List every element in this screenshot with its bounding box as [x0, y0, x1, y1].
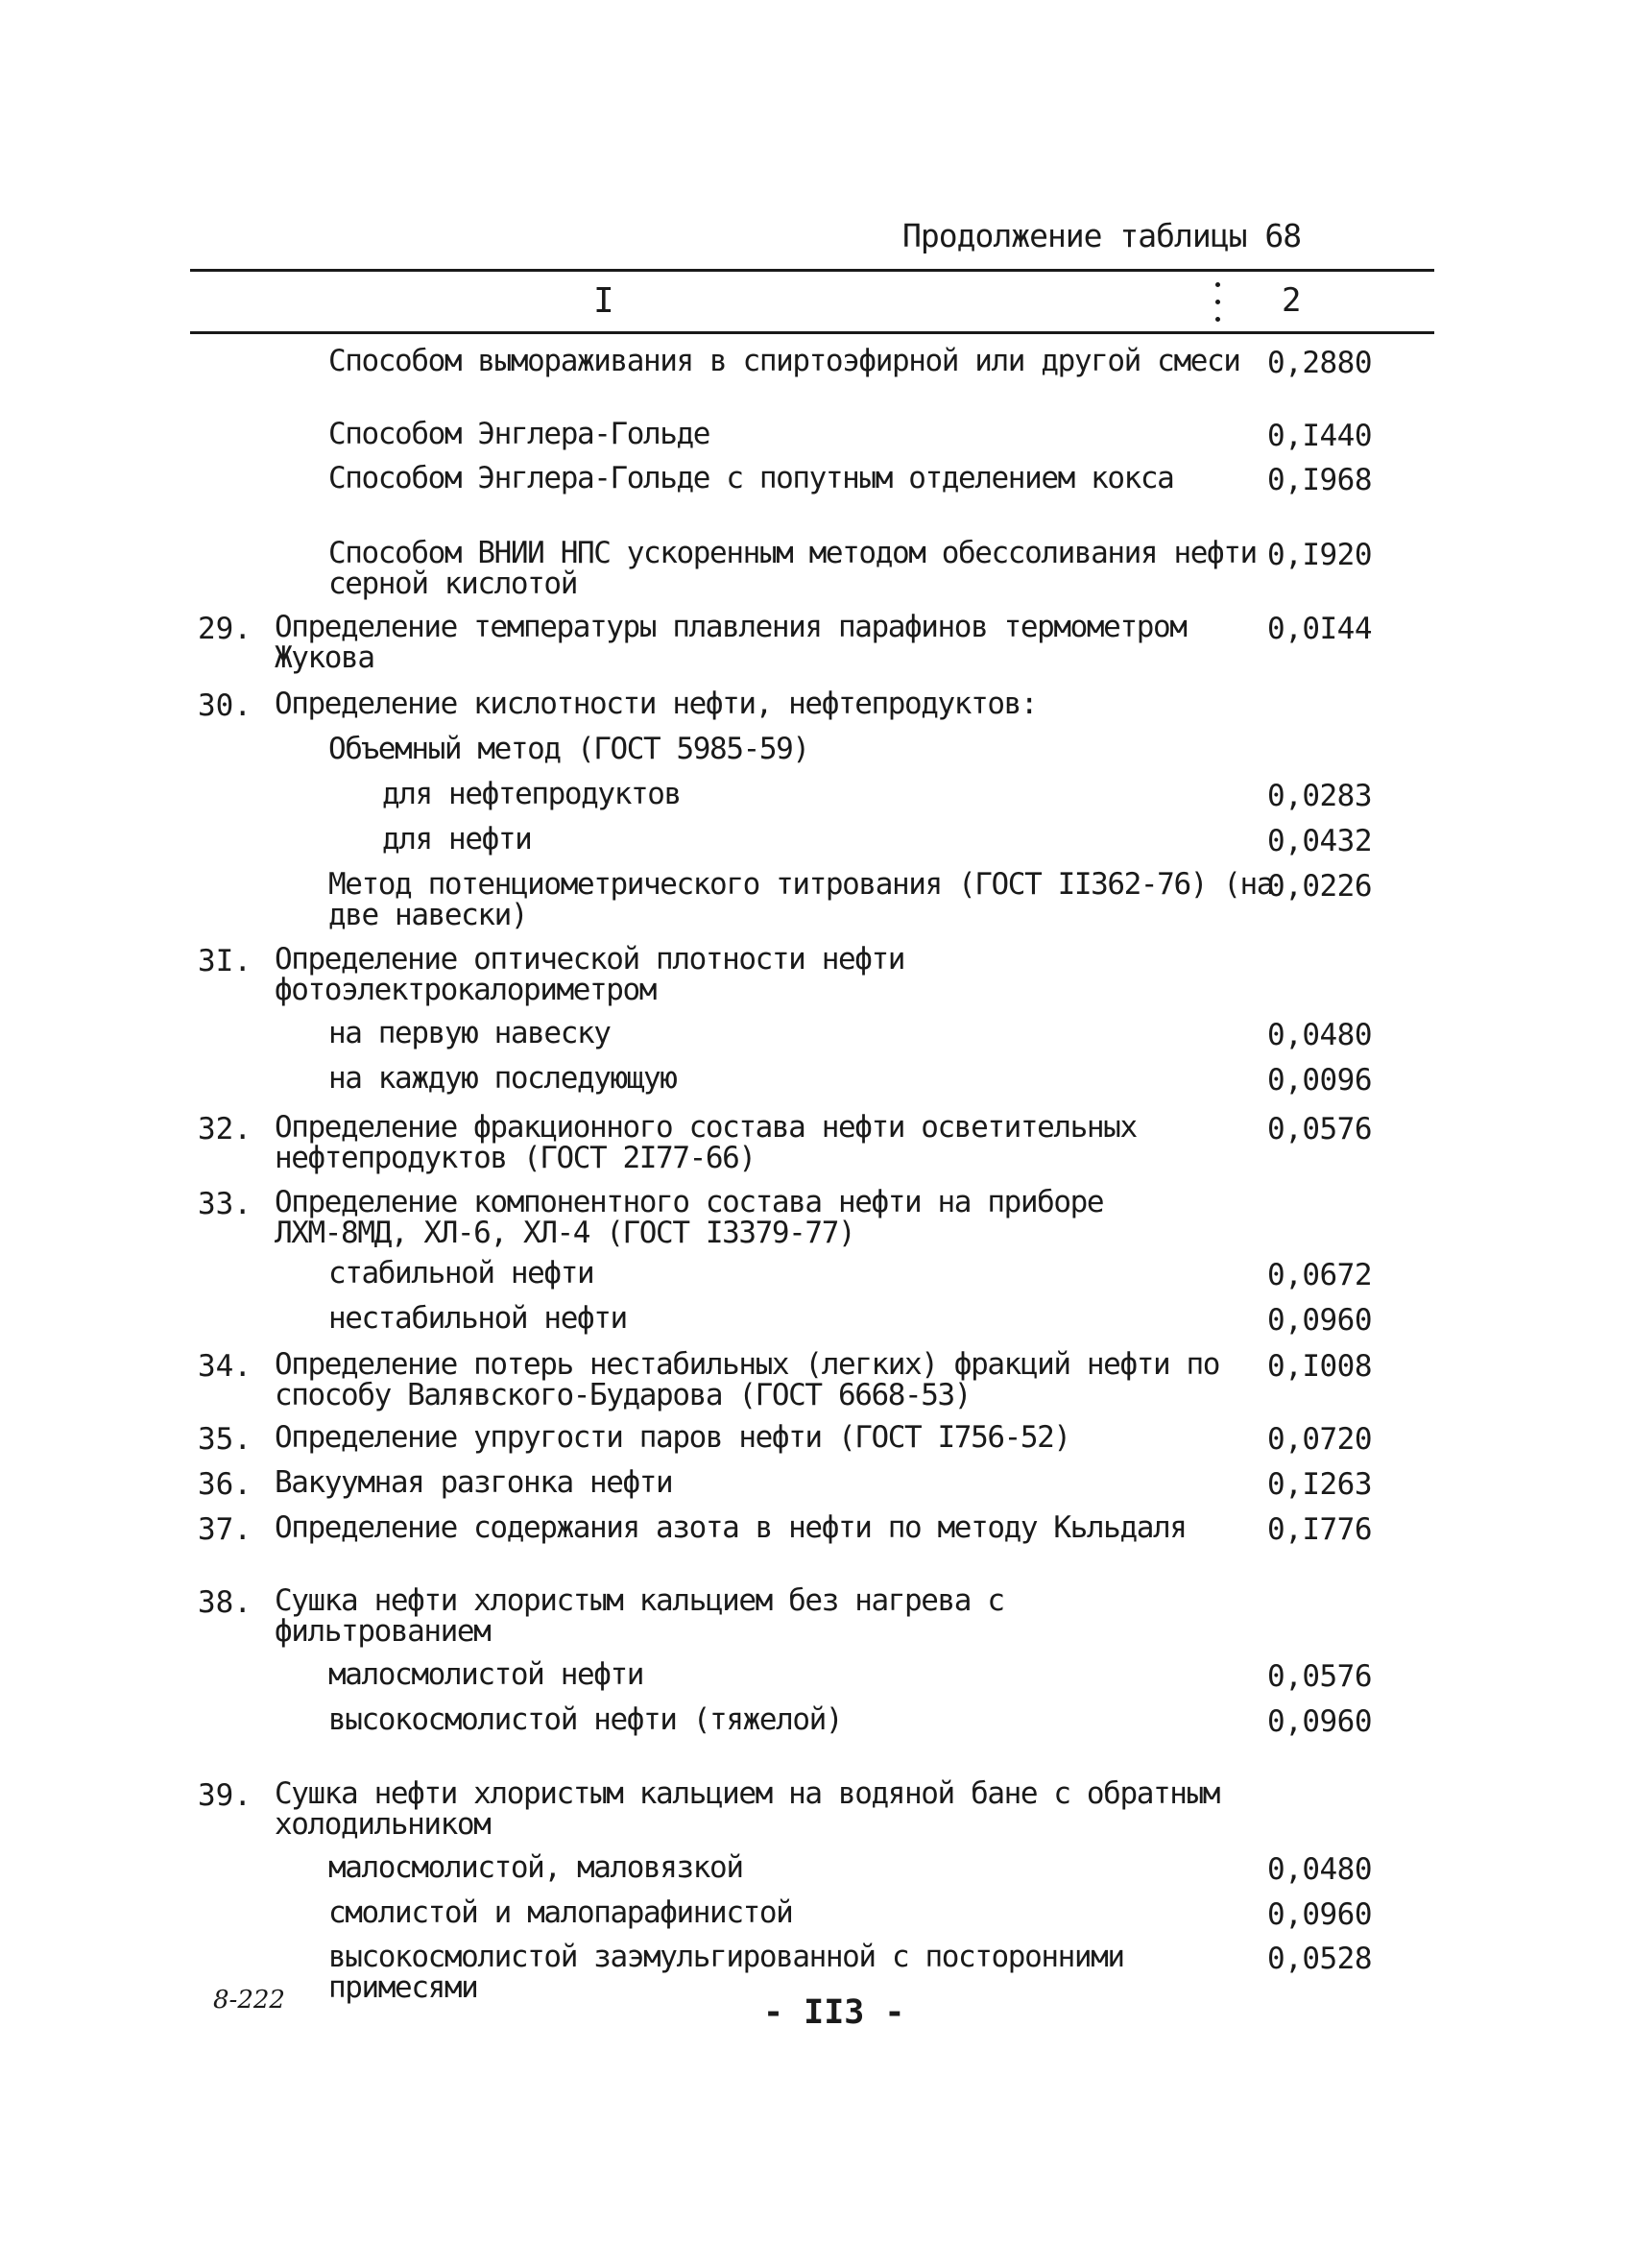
- row-value: 0,2880: [1267, 346, 1372, 380]
- row-number: 3I.: [198, 944, 252, 978]
- row-number: 32.: [198, 1112, 252, 1146]
- row-description: Определение содержания азота в нефти по методу Кьльдаля: [275, 1510, 1187, 1545]
- row-value: 0,0576: [1267, 1659, 1372, 1694]
- row-description: Объемный метод (ГОСТ 5985-59): [328, 732, 809, 766]
- row-value: 0,0283: [1267, 779, 1372, 813]
- row-description: Определение потерь нестабильных (легких) фракций нефти по способу Валявского-Бударова (ГОСТ 6668-53): [275, 1347, 1220, 1412]
- row-value: 0,0I44: [1267, 612, 1372, 646]
- row-description: высокосмолистой заэмульгированной с посторонними примесями: [328, 1940, 1124, 2005]
- row-description: Определение фракционного состава нефти осветительных нефтепродуктов (ГОСТ 2I77-66): [275, 1110, 1137, 1175]
- row-value: 0,0960: [1267, 1897, 1372, 1932]
- page-number: - II3 -: [763, 1993, 905, 2032]
- row-description: для нефти: [382, 822, 532, 857]
- row-description: Сушка нефти хлористым кальцием без нагрева с фильтрованием: [275, 1583, 1004, 1649]
- row-number: 34.: [198, 1349, 252, 1384]
- row-value: 0,0960: [1267, 1704, 1372, 1739]
- row-description: Способом Энглера-Гольде с попутным отделением кокса: [328, 461, 1174, 495]
- column-header-2: 2: [1282, 281, 1302, 320]
- row-value: 0,0096: [1267, 1063, 1372, 1098]
- row-description: Метод потенциометрического титрования (ГОСТ II362-76) (на две навески): [328, 867, 1274, 932]
- row-description: Определение оптической плотности нефти фотоэлектрокалориметром: [275, 942, 905, 1007]
- row-description: Определение компонентного состава нефти на приборе ЛХМ-8МД, ХЛ-6, ХЛ-4 (ГОСТ I3379-77): [275, 1185, 1104, 1250]
- row-value: 0,0432: [1267, 824, 1372, 858]
- row-description: нестабильной нефти: [328, 1301, 627, 1336]
- table-caption: Продолжение таблицы 68: [902, 217, 1302, 254]
- row-number: 35.: [198, 1422, 252, 1457]
- row-value: 0,0226: [1267, 869, 1372, 904]
- row-number: 33.: [198, 1187, 252, 1221]
- row-description: смолистой и малопарафинистой: [328, 1895, 793, 1930]
- row-description: Определение упругости паров нефти (ГОСТ I756-52): [275, 1420, 1070, 1455]
- row-value: 0,I776: [1267, 1512, 1372, 1547]
- row-value: 0,0960: [1267, 1303, 1372, 1338]
- row-description: Способом ВНИИ НПС ускоренным методом обессоливания нефти серной кислотой: [328, 536, 1257, 601]
- row-value: 0,0576: [1267, 1112, 1372, 1146]
- row-value: 0,I920: [1267, 538, 1372, 572]
- footer-code: 8-222: [213, 1986, 285, 2015]
- row-value: 0,I968: [1267, 463, 1372, 497]
- row-value: 0,I008: [1267, 1349, 1372, 1384]
- row-description: стабильной нефти: [328, 1256, 594, 1291]
- row-description: высокосмолистой нефти (тяжелой): [328, 1702, 843, 1737]
- row-description: Определение температуры плавления парафинов термометром Жукова: [275, 610, 1187, 675]
- row-description: Сушка нефти хлористым кальцием на водяной бане с обратным холодильником: [275, 1776, 1220, 1842]
- row-value: 0,0672: [1267, 1258, 1372, 1292]
- row-description: малосмолистой нефти: [328, 1657, 644, 1692]
- row-description: на первую навеску: [328, 1016, 611, 1050]
- row-value: 0,0480: [1267, 1018, 1372, 1052]
- column-header-1: I: [593, 281, 614, 321]
- row-description: малосмолистой, маловязкой: [328, 1850, 743, 1885]
- row-description: Вакуумная разгонка нефти: [275, 1465, 673, 1500]
- row-value: 0,0528: [1267, 1942, 1372, 1976]
- row-value: 0,0720: [1267, 1422, 1372, 1457]
- row-number: 30.: [198, 688, 252, 723]
- row-description: на каждую последующую: [328, 1061, 677, 1096]
- row-value: 0,I263: [1267, 1467, 1372, 1502]
- row-description: Определение кислотности нефти, нефтепродуктов:: [275, 687, 1038, 721]
- row-value: 0,I440: [1267, 419, 1372, 453]
- row-number: 36.: [198, 1467, 252, 1502]
- row-number: 29.: [198, 612, 252, 646]
- row-number: 37.: [198, 1512, 252, 1547]
- row-description: Способом вымораживания в спиртоэфирной или другой смеси: [328, 344, 1240, 378]
- row-number: 39.: [198, 1778, 252, 1813]
- row-value: 0,0480: [1267, 1852, 1372, 1887]
- row-description: для нефтепродуктов: [382, 777, 681, 811]
- row-number: 38.: [198, 1585, 252, 1620]
- row-description: Способом Энглера-Гольде: [328, 417, 710, 451]
